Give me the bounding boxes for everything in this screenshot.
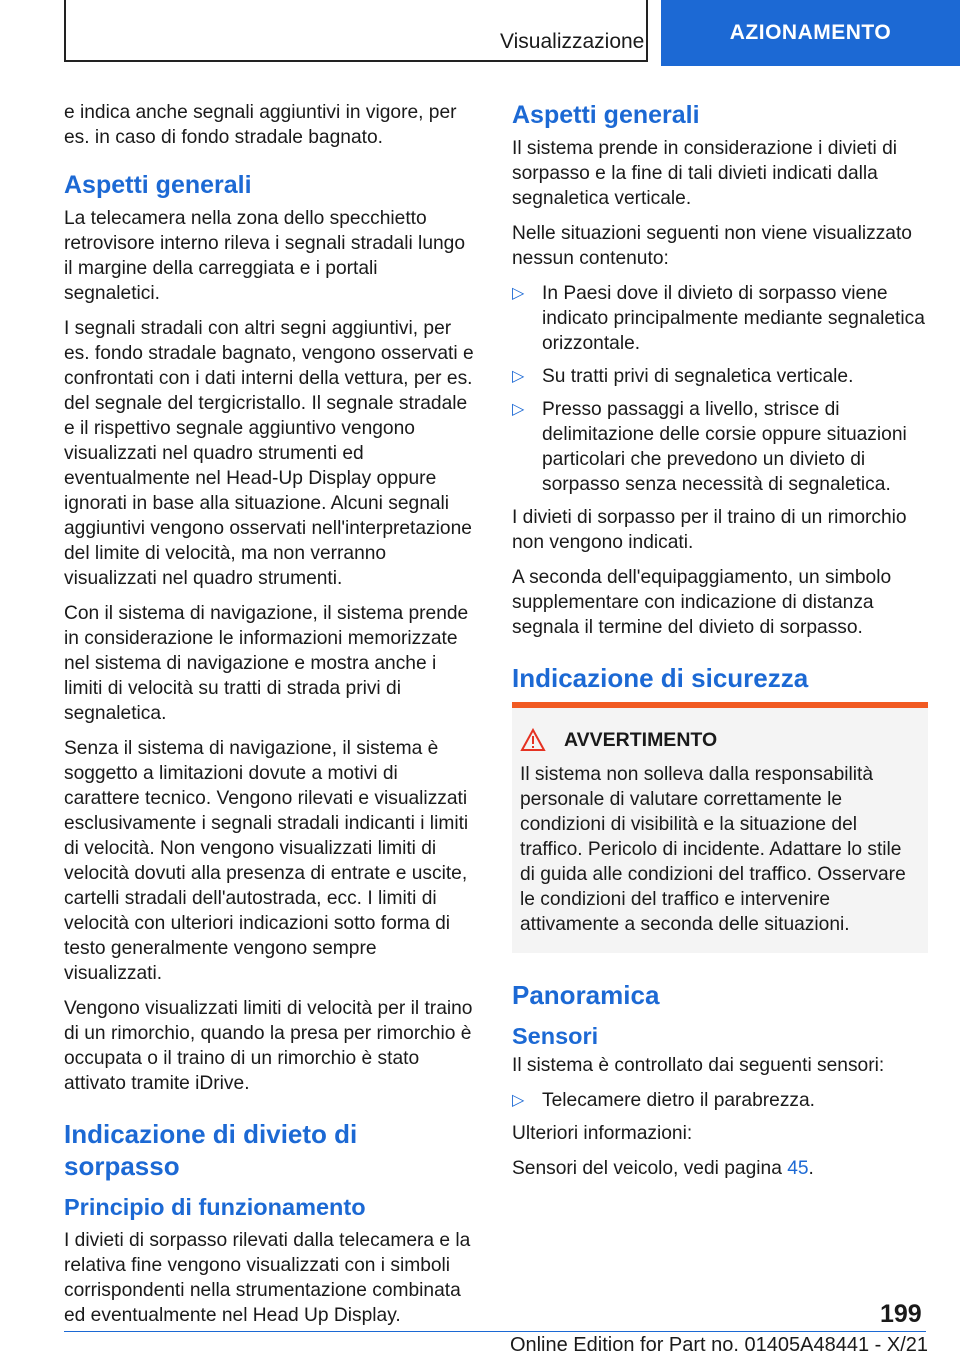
section-heading: Sensori	[512, 1023, 599, 1049]
paragraph: Senza il sistema di navigazione, il sistema è soggetto a limitazioni dovute a motivi di carattere tecnico. Vengono rilevati e visualizzati esclusivamente i segnali stradali indicanti i limiti di velocità. Non vengono visualizzati limiti di velocità dovuti alla presenza di entrate e uscite, cartelli stradali dell'autostrada, ecc. I limiti di velocità con ulteriori indicazioni sotto forma di testo generalmente vengono sempre visualizzati.	[64, 738, 469, 984]
paragraph: Il sistema è controllato dai seguenti sensori:	[512, 1055, 885, 1076]
footer-divider	[64, 1331, 926, 1332]
warning-title: AVVERTIMENTO	[520, 728, 920, 752]
list-item: ▷ Telecamere dietro il parabrezza.	[512, 1090, 816, 1111]
bullet-list	[512, 1088, 928, 1113]
left-column	[64, 100, 478, 1338]
section-heading: Aspetti generali	[512, 101, 700, 129]
paragraph: I divieti di sorpasso rilevati dalla telecamera e la relativa fine vengono visualizzati con i simboli corrispondenti nella strumentazione combinata ed eventualmente nel Head Up Display.	[64, 1230, 471, 1326]
bullet-list	[512, 281, 928, 497]
chapter-heading: Indicazione di sicurezza	[512, 663, 809, 693]
warning-box	[512, 702, 928, 953]
paragraph: Il sistema prende in considerazione i divieti di sorpasso e la fine di tali divieti indicati dalla segnaletica verticale.	[512, 138, 898, 209]
paragraph: Con il sistema di navigazione, il sistema prende in considerazione le informazioni memorizzate nel sistema di navigazione e mostra anche i limiti di velocità su tratti di strada privi di segnaletica.	[64, 603, 469, 724]
triangle-bullet-icon: ▷	[512, 285, 525, 302]
footer-edition: Online Edition for Part no. 01405A48441 - X/21	[509, 1334, 928, 1356]
page-reference-link[interactable]: 45	[787, 1158, 809, 1179]
paragraph: A seconda dell'equipaggiamento, un simbolo supplementare con indicazione di distanza segnala il termine del divieto di sorpasso.	[512, 567, 892, 638]
header-section-title: Visualizzazione	[500, 30, 645, 53]
warning-triangle-icon	[520, 728, 546, 752]
paragraph: Vengono visualizzati limiti di velocità per il traino di un rimorchio, quando la presa per rimorchio è occupata o il traino di un rimorchio è stato attivato tramite iDrive.	[64, 998, 473, 1094]
paragraph: La telecamera nella zona dello specchietto retrovisore interno rileva i segnali stradali lungo il margine della carreggiata e i portali segnaletici.	[64, 208, 466, 304]
warning-text: Il sistema non solleva dalla responsabilità personale di valutare correttamente le condizioni di visibilità e la situazione del traffico. Pericolo di incidente. Adattare lo stile di guida alle condizioni del traffico. Osservare le condizioni del traffico e intervenire attivamente a seconda delle situazioni.	[520, 764, 906, 935]
list-item: ▷ In Paesi dove il divieto di sorpasso viene indicato principalmente mediante segnaletica orizzontale.	[512, 283, 925, 354]
paragraph: e indica anche segnali aggiuntivi in vigore, per es. in caso di fondo stradale bagnato.	[64, 102, 457, 148]
section-heading: Principio di funzionamento	[64, 1194, 366, 1220]
list-item: ▷ Presso passaggi a livello, strisce di delimitazione delle corsie oppure situazioni particolari che prevedono un divieto di sorpasso senza necessità di segnaletica.	[512, 399, 907, 495]
chapter-heading: Panoramica	[512, 980, 660, 1010]
triangle-bullet-icon: ▷	[512, 368, 525, 385]
section-heading: Aspetti generali	[64, 171, 252, 199]
paragraph: Ulteriori informazioni:	[512, 1123, 693, 1144]
paragraph: Sensori del veicolo, vedi pagina 45.	[512, 1158, 814, 1179]
paragraph: Nelle situazioni seguenti non viene visualizzato nessun contenuto:	[512, 223, 912, 269]
triangle-bullet-icon: ▷	[512, 1092, 525, 1109]
paragraph: I segnali stradali con altri segni aggiuntivi, per es. fondo stradale bagnato, vengono osservati e confrontati con i dati interni della vettura, per es. del segnale del tergicristallo. Il segnale stradale e il rispettivo segnale aggiuntivo vengono visualizzati nel quadro strumenti ed eventualmente nel Head-Up Display oppure ignorati in base alla situazione. Alcuni segnali aggiuntivi vengono osservati nell'interpretazione del limite di velocità, ma non verranno visualizzati nel quadro strumenti.	[64, 318, 474, 589]
paragraph: I divieti di sorpasso per il traino di un rimorchio non vengono indicati.	[512, 507, 907, 553]
list-item: ▷ Su tratti privi di segnaletica verticale.	[512, 366, 854, 387]
right-column	[512, 100, 928, 1191]
page-number: 199	[880, 1300, 922, 1328]
chapter-heading: Indicazione di divieto di sorpasso	[64, 1119, 358, 1181]
triangle-bullet-icon: ▷	[512, 401, 525, 418]
header-chapter-tab: AZIONAMENTO	[661, 0, 960, 66]
